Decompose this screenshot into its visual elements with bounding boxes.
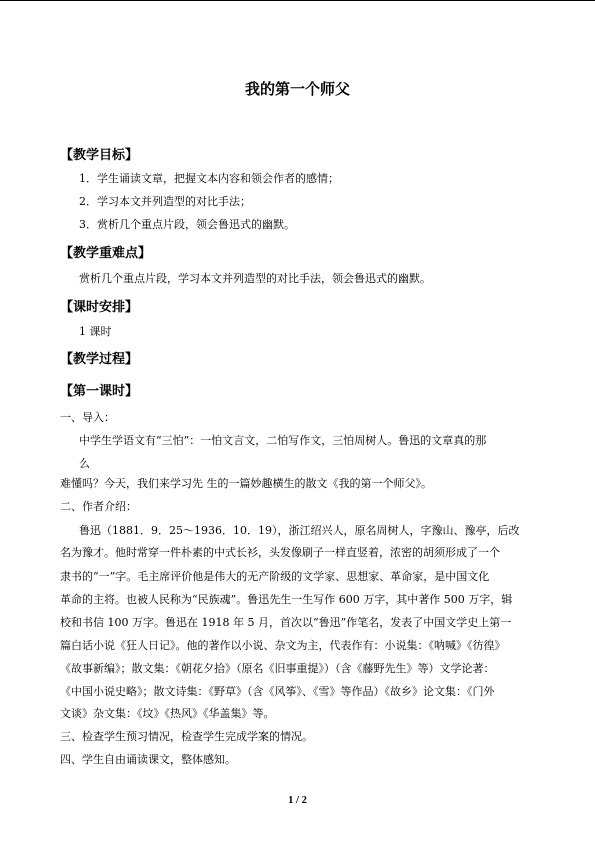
page-title: 我的第一个师父: [244, 80, 350, 98]
author-line-1: 鲁迅（1881．9．25～1936．10．19），浙江绍兴人，原名周树人，字豫山、豫亭，后改: [79, 524, 520, 537]
heading-schedule: 【课时安排】: [60, 300, 139, 315]
author-line-3: 隶书的“一”字。毛主席评价他是伟大的无产阶级的文学家、思想家、革命家，是中国文化: [60, 570, 490, 583]
goal-item-2: 2．学习本文并列造型的对比手法；: [79, 195, 251, 208]
check-line: 三、检查学生预习情况，检查学生完成学案的情况。: [60, 730, 313, 743]
intro-line-1: 中学生学语文有“三怕”：一怕文言文，二怕写作文，三怕周树人。鲁迅的文章真的那: [79, 434, 487, 447]
intro-line-2: 么: [79, 457, 90, 470]
page-number: 1 / 2: [288, 795, 307, 806]
intro-label: 一、导入：: [60, 411, 115, 424]
heading-first-lesson: 【第一课时】: [60, 384, 139, 399]
intro-line-3: 难懂吗？今天，我们来学习先 生的一篇妙趣横生的散文《我的第一个师父》。: [60, 477, 432, 490]
author-label: 二、作者介绍：: [60, 500, 137, 513]
author-line-7: 《故事新编》；散文集：《朝花夕拾》（原名《旧事重提》）（含《藤野先生》等）文学论著：: [60, 662, 495, 675]
top-rule: [0, 0, 595, 1]
goal-item-1: 1．学生诵读文章，把握文本内容和领会作者的感情；: [79, 172, 339, 185]
schedule-text: 1 课时: [79, 325, 112, 338]
heading-key-points: 【教学重难点】: [60, 246, 152, 261]
author-line-6: 篇白话小说《狂人日记》。他的著作以小说、杂文为主，代表作有：小说集：《呐喊》《彷徨》: [60, 639, 506, 652]
read-line: 四、学生自由诵读课文，整体感知。: [60, 753, 236, 766]
author-line-8: 《中国小说史略》；散文诗集：《野草》（含《风筝》、《雪》等作品）《故乡》论文集：《门外: [60, 685, 495, 698]
key-points-text: 赏析几个重点片段，学习本文并列造型的对比手法，领会鲁迅式的幽默。: [79, 272, 431, 285]
heading-process: 【教学过程】: [60, 352, 139, 367]
heading-goals: 【教学目标】: [60, 148, 139, 163]
goal-item-3: 3．赏析几个重点片段，领会鲁迅式的幽默。: [79, 218, 295, 231]
author-line-9: 文谈》杂文集：《坟》《热风》《华盖集》等。: [60, 707, 275, 720]
author-line-4: 革命的主将。也被人民称为“民族魂”。鲁迅先生一生写作 600 万字，其中著作 500 万字，辑: [60, 593, 513, 606]
author-line-5: 校和书信 100 万字。鲁迅在 1918 年 5 月，首次以“鲁迅”作笔名，发表了中国文学史上第一: [60, 616, 512, 629]
author-line-2: 名为豫才。他时常穿一件朴素的中式长衫，头发像刷子一样直竖着，浓密的胡须形成了一个: [60, 546, 500, 559]
